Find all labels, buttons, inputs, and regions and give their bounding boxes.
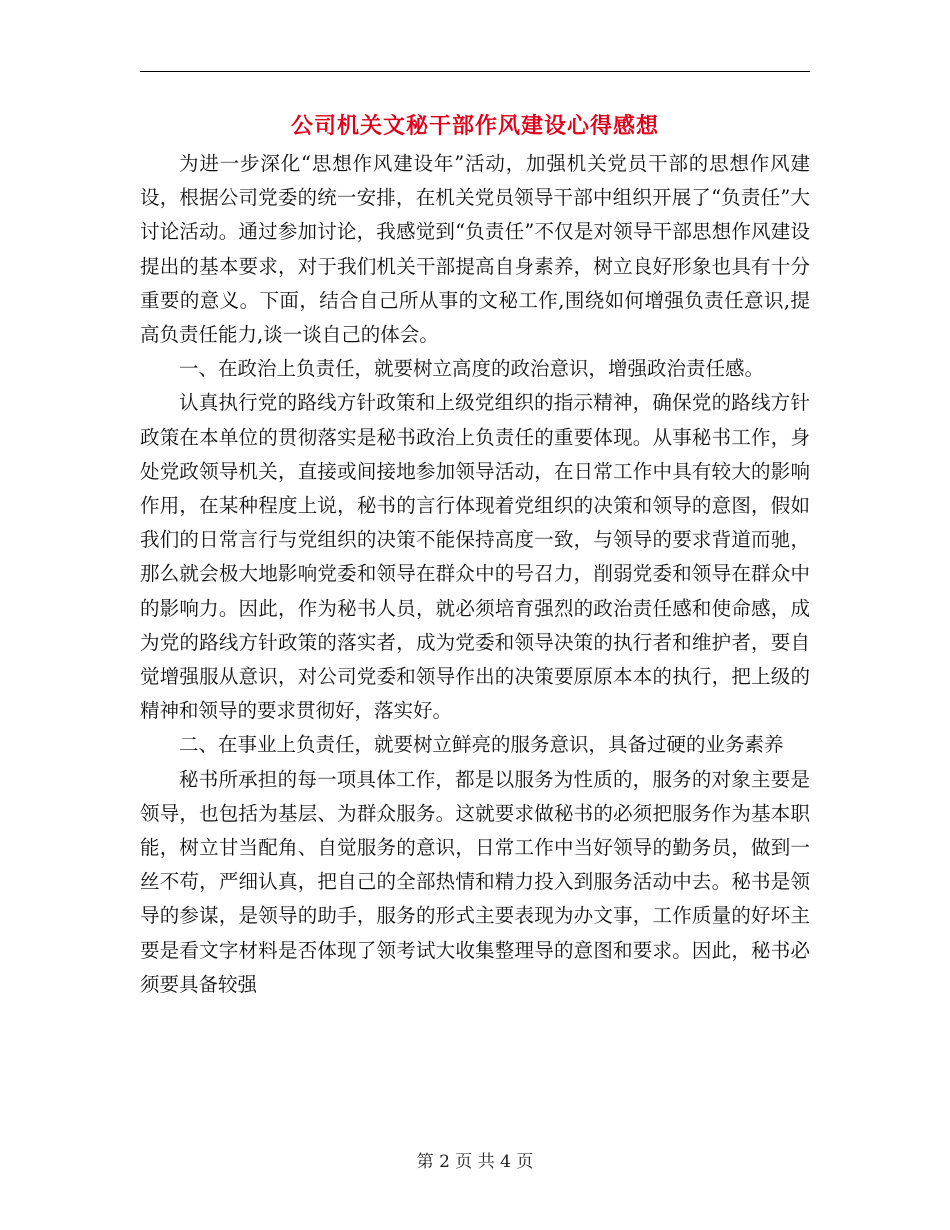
document-title: 公司机关文秘干部作风建设心得感想 — [290, 113, 659, 139]
header-rule — [140, 71, 810, 72]
page-number: 第 2 页 共 4 页 — [416, 1152, 534, 1172]
section-heading-1: 一、在政治上负责任，就要树立高度的政治意识，增强政治责任感。 — [179, 357, 765, 381]
section-heading-2: 二、在事业上负责任，就要树立鲜亮的服务意识，具备过硬的业务素养 — [179, 733, 784, 757]
paragraph-intro: 为进一步深化“思想作风建设年”活动，加强机关党员干部的思想作风建设，根据公司党委的统一安排，在机关党员领导干部中组织开展了“负责任”大讨论活动。通过参加讨论，我感觉到“负责任”不仅是对领导干部思想作风建设提出的基本要求，对于我们机关干部提高自身素养，树立良好形象也具有十分重要的意义。下面，结合自己所从事的文秘工作,围绕如何增强负责任意识,提高负责任能力,谈一谈自己的体会。 — [140, 152, 810, 347]
paragraph-section-1: 认真执行党的路线方针政策和上级党组织的指示精神，确保党的路线方针政策在本单位的贯彻落实是秘书政治上负责任的重要体现。从事秘书工作，身处党政领导机关，直接或间接地参加领导活动，在日常工作中具有较大的影响作用，在某种程度上说，秘书的言行体现着党组织的决策和领导的意图，假如我们的日常言行与党组织的决策不能保持高度一致，与领导的要求背道而驰，那么就会极大地影响党委和领导在群众中的号召力，削弱党委和领导在群众中的影响力。因此，作为秘书人员，就必须培育强烈的政治责任感和使命感，成为党的路线方针政策的落实者，成为党委和领导决策的执行者和维护者，要自觉增强服从意识，对公司党委和领导作出的决策要原原本本的执行，把上级的精神和领导的要求贯彻好，落实好。 — [140, 391, 810, 723]
paragraph-section-2: 秘书所承担的每一项具体工作，都是以服务为性质的，服务的对象主要是领导，也包括为基层、为群众服务。这就要求做秘书的必须把服务作为基本职能，树立甘当配角、自觉服务的意识，日常工作中当好领导的勤务员，做到一丝不苟，严细认真，把自己的全部热情和精力投入到服务活动中去。秘书是领导的参谋，是领导的助手，服务的形式主要表现为办文事，工作质量的好坏主要是看文字材料是否体现了领考试大收集整理导的意图和要求。因此，秘书必须要具备较强 — [140, 767, 810, 996]
document-body — [140, 147, 810, 1002]
